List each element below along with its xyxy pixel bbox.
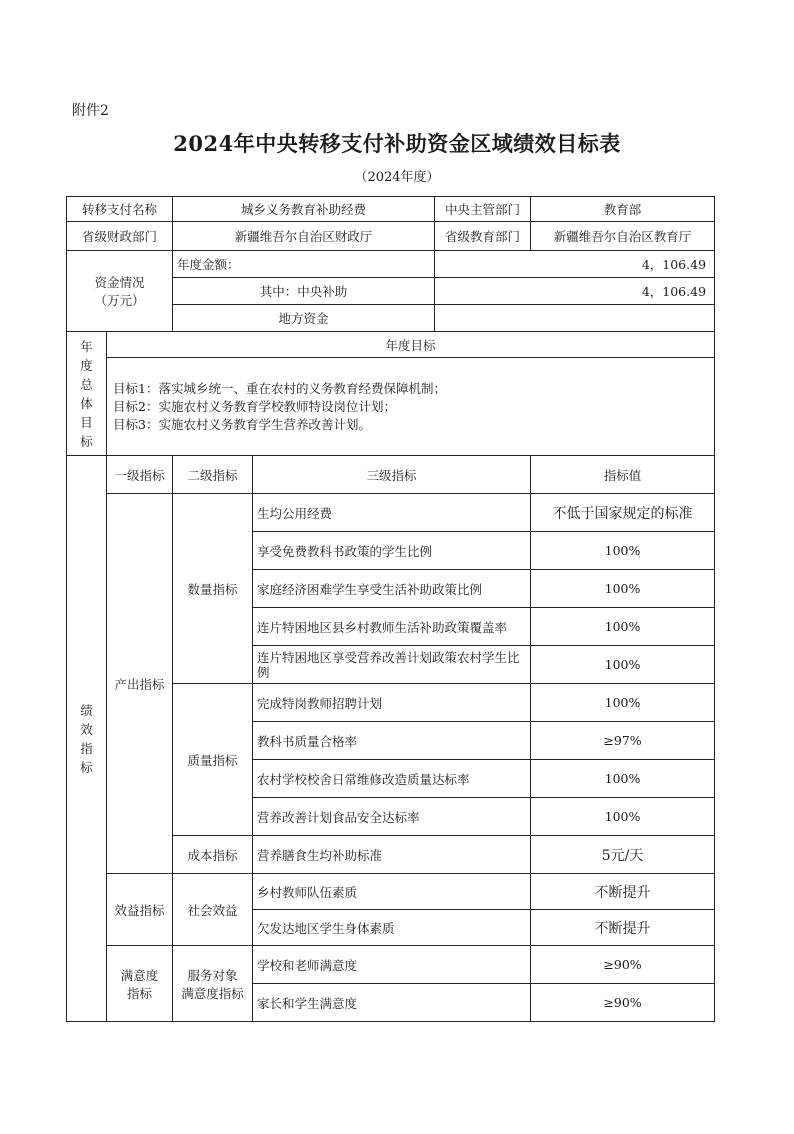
funding-annual-row xyxy=(67,251,715,278)
annual-amount-value: 4，106.49 xyxy=(435,251,715,278)
service-satisfaction-label xyxy=(173,946,253,1022)
indicator-name: 欠发达地区学生身体素质 xyxy=(253,910,531,946)
funding-label-line1: 资金情况 xyxy=(94,275,145,290)
benefit-indicator-label: 效益指标 xyxy=(107,874,173,946)
social-benefit-label: 社会效益 xyxy=(173,874,253,946)
indicator-name: 生均公用经费 xyxy=(253,494,531,532)
indicators-side-label xyxy=(67,456,107,1022)
indicator-header-row xyxy=(67,456,715,494)
annual-goal-body-row xyxy=(67,358,715,456)
goal-item: 目标3：实施农村义务教育学生营养改善计划。 xyxy=(113,416,371,432)
transfer-name-label: 转移支付名称 xyxy=(67,197,173,222)
indicator-name: 连片特困地区享受营养改善计划政策农村学生比例 xyxy=(253,646,531,684)
annual-goal-header-row xyxy=(67,332,715,358)
indicator-name: 家长和学生满意度 xyxy=(253,984,531,1022)
col-value-header: 指标值 xyxy=(531,456,715,494)
indicator-value: 100% xyxy=(531,684,715,722)
side-char: 标 xyxy=(80,759,93,775)
transfer-name-value: 城乡义务教育补助经费 xyxy=(173,197,435,222)
goal-item: 目标1：落实城乡统一、重在农村的义务教育经费保障机制； xyxy=(113,380,446,396)
indicator-value: 5元/天 xyxy=(531,836,715,874)
indicator-name: 乡村教师队伍素质 xyxy=(253,874,531,910)
document-title: 2024年中央转移支付补助资金区域绩效目标表 xyxy=(173,131,621,156)
central-subsidy-label: 其中：中央补助 xyxy=(173,278,435,305)
indicator-name: 教科书质量合格率 xyxy=(253,722,531,760)
indicator-name: 营养膳食生均补助标准 xyxy=(253,836,531,874)
col-level1-header: 一级指标 xyxy=(107,456,173,494)
side-char: 绩 xyxy=(80,702,93,718)
indicator-value: 不低于国家规定的标准 xyxy=(531,494,715,532)
goal-item: 目标2：实施农村义务教育学校教师特设岗位计划； xyxy=(113,398,396,414)
service-label-line2: 满意度指标 xyxy=(181,985,244,1001)
indicator-value: 不断提升 xyxy=(531,874,715,910)
side-char: 指 xyxy=(80,740,93,756)
provincial-dept-row xyxy=(67,222,715,251)
side-char: 总 xyxy=(80,376,93,392)
satisfaction-label-line1: 满意度 xyxy=(120,967,159,983)
performance-target-table xyxy=(66,196,715,1022)
transfer-name-row xyxy=(67,197,715,222)
indicator-value: 100% xyxy=(531,608,715,646)
indicator-name: 家庭经济困难学生享受生活补助政策比例 xyxy=(253,570,531,608)
indicator-value: 不断提升 xyxy=(531,910,715,946)
local-funds-label: 地方资金 xyxy=(173,305,435,332)
central-subsidy-value: 4，106.49 xyxy=(435,278,715,305)
attachment-label: 附件2 xyxy=(72,103,109,119)
annual-goal-side-label xyxy=(67,332,107,456)
side-char: 度 xyxy=(80,357,93,373)
indicator-name: 享受免费教科书政策的学生比例 xyxy=(253,532,531,570)
annual-goal-list xyxy=(107,358,715,456)
funding-label-line2: （万元） xyxy=(94,293,145,308)
indicator-row xyxy=(67,874,715,910)
col-level3-header: 三级指标 xyxy=(253,456,531,494)
year-note: （2024年度） xyxy=(354,170,440,185)
annual-amount-label: 年度金额： xyxy=(173,251,435,278)
indicator-name: 营养改善计划食品安全达标率 xyxy=(253,798,531,836)
side-char: 效 xyxy=(80,721,93,737)
side-char: 标 xyxy=(80,433,93,449)
indicator-value: ≥90% xyxy=(531,984,715,1022)
indicator-name: 学校和老师满意度 xyxy=(253,946,531,984)
indicator-value: 100% xyxy=(531,570,715,608)
indicator-value: ≥90% xyxy=(531,946,715,984)
cost-indicator-label: 成本指标 xyxy=(173,836,253,874)
provincial-finance-value: 新疆维吾尔自治区财政厅 xyxy=(173,222,435,251)
provincial-edu-value: 新疆维吾尔自治区教育厅 xyxy=(531,222,715,251)
side-char: 目 xyxy=(80,414,93,430)
annual-goal-header: 年度目标 xyxy=(107,332,715,358)
side-char: 年 xyxy=(80,338,93,354)
indicator-name: 连片特困地区县乡村教师生活补助政策覆盖率 xyxy=(253,608,531,646)
satisfaction-indicator-label xyxy=(107,946,173,1022)
output-indicator-label: 产出指标 xyxy=(107,494,173,874)
quality-indicator-label: 质量指标 xyxy=(173,684,253,836)
local-funds-value xyxy=(435,305,715,332)
indicator-value: 100% xyxy=(531,760,715,798)
central-dept-value: 教育部 xyxy=(531,197,715,222)
indicator-row xyxy=(67,494,715,532)
funding-label xyxy=(67,251,173,332)
indicator-value: 100% xyxy=(531,798,715,836)
indicator-value: 100% xyxy=(531,646,715,684)
provincial-edu-label: 省级教育部门 xyxy=(435,222,531,251)
indicator-row xyxy=(67,946,715,984)
satisfaction-label-line2: 指标 xyxy=(127,985,153,1001)
quantity-indicator-label: 数量指标 xyxy=(173,494,253,684)
indicator-value: ≥97% xyxy=(531,722,715,760)
side-char: 体 xyxy=(80,395,93,411)
indicator-name: 农村学校校舍日常维修改造质量达标率 xyxy=(253,760,531,798)
central-dept-label: 中央主管部门 xyxy=(435,197,531,222)
indicator-value: 100% xyxy=(531,532,715,570)
service-label-line1: 服务对象 xyxy=(187,967,238,983)
col-level2-header: 二级指标 xyxy=(173,456,253,494)
provincial-finance-label: 省级财政部门 xyxy=(67,222,173,251)
indicator-name: 完成特岗教师招聘计划 xyxy=(253,684,531,722)
